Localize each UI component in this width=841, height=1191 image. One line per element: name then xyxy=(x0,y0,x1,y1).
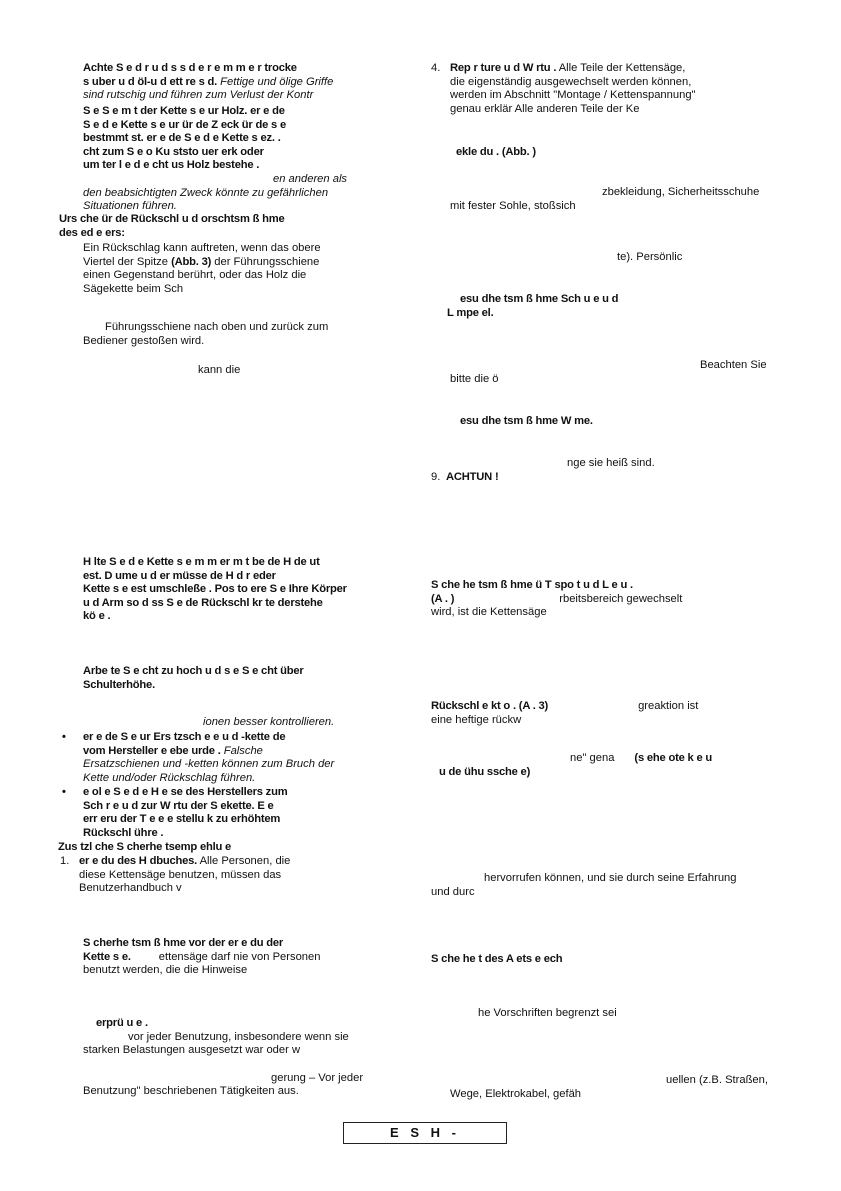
heading-additional-recommendations: Zus tzl che S cherhe tsemp ehlu e xyxy=(58,841,232,853)
paragraph-dry-handles: Achte S e d r u d s s d e r e m m e r trocke s uber u d öl-u d ett re s d. Fettige und ölige Griffe sind rutschig und führen zum Verlust der Kontr xyxy=(83,62,334,102)
paragraph-personal: te). Persönlic xyxy=(617,251,683,263)
paragraph-transport-storage: S che he tsm ß hme ü T spo t u d L e u . (A . ) rbeitsbereich gewechselt wird, ist die Kettensäge xyxy=(431,579,683,619)
paragraph-clothing: zbekleidung, Sicherheitsschuhe mit fester Sohle, stoßsich xyxy=(450,186,760,212)
paragraph-notice: Beachten Sie bitte die ö xyxy=(450,359,767,385)
paragraph-regulations: he Vorschriften begrenzt sei xyxy=(478,1007,617,1019)
paragraph-control-fragment: ionen besser kontrollieren. xyxy=(203,716,335,728)
page-footer-label: E S H - xyxy=(343,1122,507,1144)
item-attention: 9. ACHTUN ! xyxy=(431,471,499,483)
paragraph-hot-fragment: nge sie heiß sind. xyxy=(567,457,655,469)
bullet-manufacturer-instructions: • e ol e S e d e H e se des Herstellers zum Sch r e u d zur W rtu der S ekette. E e err eru der T e e e stellu k zu erhöhtem Rückschl ühre . xyxy=(62,786,288,839)
paragraph-heat: esu dhe tsm ß hme W me. xyxy=(460,415,593,427)
heading-clothing: ekle du . (Abb. ) xyxy=(456,146,536,158)
paragraph-wood-only: S e S e m t der Kette s e ur Holz. er e de S e d e Kette s e ur ür de Z eck ür de s e bestmmt st. er e de S e d e Kette s ez. . cht zum S e o Ku ststo uer erk oder um ter l e d e cht us Holz bestehe . en anderen als den beabsichtigten Zweck könnte zu gefährlichen Situationen führen. xyxy=(83,105,348,213)
paragraph-kickback-fragment: kann die xyxy=(198,364,241,376)
paragraph-noise-vibration: esu dhe tsm ß hme Sch u e u d L mpe el. xyxy=(447,293,619,319)
paragraph-shoulder-height: Arbe te S e cht zu hoch u d s e S e cht über Schulterhöhe. xyxy=(83,665,304,691)
paragraph-before-use: S cherhe tsm ß hme vor der er e du der Kette s e. ettensäge darf nie von Personen benutzt werden, die die Hinweise xyxy=(83,937,321,977)
paragraph-kickback-explain: Ein Rückschlag kann auftreten, wenn das obere Viertel der Spitze (Abb. 3) der Führungsschiene einen Gegenstand berührt, oder das Holz die Sägekette beim Sch xyxy=(83,242,321,295)
paragraph-guide-bar-note: ne" gena (s ehe ote k e u u de ühu ssche e) xyxy=(439,752,713,778)
bullet-replacement-parts: • er e de S e ur Ers tzsch e e u d -kette de vom Hersteller e ebe urde . Falsche Ersatzschienen und -ketten können zum Bruch der Kette und/oder Rückschlag führen. xyxy=(62,731,335,784)
paragraph-hold-firmly: H lte S e d e Kette s e m m er m t be de H de ut est. D ume u d er müsse de H d r eder Kette s e est umschleße . Pos to ere S e Ihre Körper u d Arm so d ss S e de Rückschl kr te derstehe kö e . xyxy=(83,556,347,623)
paragraph-inspection: erprü u e . vor jeder Benutzung, insbesondere wenn sie starken Belastungen ausgesetzt war oder w gerung – Vor jeder Benutzung" beschriebenen Tätigkeiten aus. xyxy=(83,1017,364,1098)
paragraph-experience: hervorrufen können, und sie durch seine Erfahrung und durc xyxy=(431,872,737,898)
paragraph-hazards: uellen (z.B. Straßen, Wege, Elektrokabel, gefäh xyxy=(450,1074,768,1100)
heading-work-area-safety: S che he t des A ets e ech xyxy=(431,953,563,965)
item-read-manual: 1. er e du des H dbuches. Alle Personen, die diese Kettensäge benutzen, müssen das Benutzerhandbuch v xyxy=(60,855,291,895)
item-repairs-maintenance: 4. Rep r ture u d W rtu . Alle Teile der Kettensäge, die eigenständig ausgewechselt werden können, werden im Abschnitt "Montage / Kettenspannung" genau erklär Alle anderen Teile der Ke xyxy=(431,62,696,115)
paragraph-kickback-reaction: Rückschl e kt o . (A . 3) greaktion ist eine heftige rückw xyxy=(431,700,699,726)
heading-kickback-causes: Urs che ür de Rückschl u d orschtsm ß hme des ed e ers: xyxy=(59,213,285,239)
paragraph-kickback-result: Führungsschiene nach oben und zurück zum Bediener gestoßen wird. xyxy=(83,321,329,347)
